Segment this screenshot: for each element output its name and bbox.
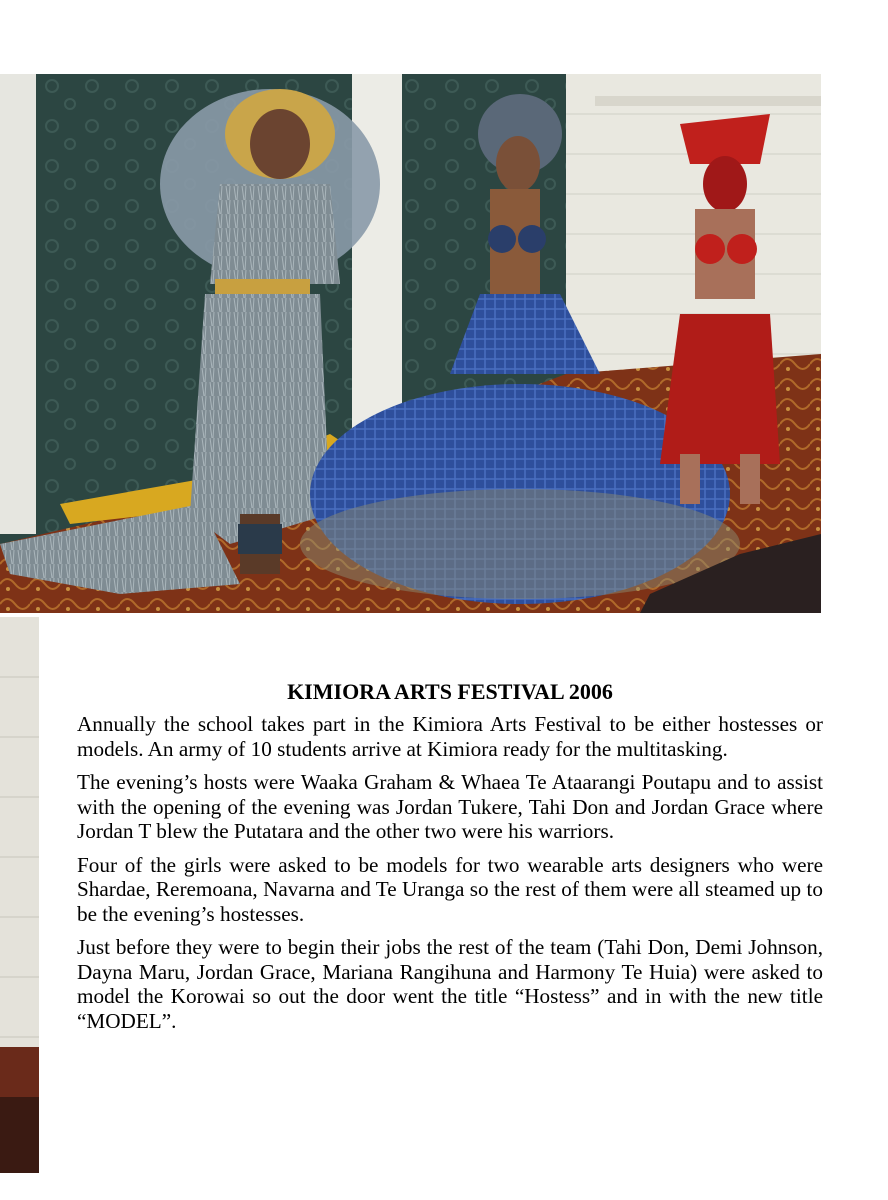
article-title: KIMIORA ARTS FESTIVAL 2006 (287, 679, 613, 704)
article (77, 678, 823, 1042)
article-paragraph: Just before they were to begin their jobs the rest of the team (Tahi Don, Demi Johnson, Dayna Maru, Jordan Grace, Mariana Rangihuna and Harmony Te Huia) were asked to model the Korowai so out the door went the title “Hostess” and in with the new title “MODEL”. (77, 935, 823, 1033)
edge-photo-drawing (0, 617, 39, 1173)
edge-photo-strip (0, 617, 39, 1173)
festival-photo (0, 74, 821, 613)
festival-photo-drawing (0, 74, 821, 613)
article-paragraph: The evening’s hosts were Waaka Graham & Whaea Te Ataarangi Poutapu and to assist with the opening of the evening was Jordan Tukere, Tahi Don and Jordan Grace where Jordan T blew the Putatara and the other two were his warriors. (77, 770, 823, 843)
article-paragraph: Annually the school takes part in the Kimiora Arts Festival to be either hostesses or models. An army of 10 students arrive at Kimiora ready for the multitasking. (77, 712, 823, 761)
article-paragraph: Four of the girls were asked to be models for two wearable arts designers who were Shardae, Reremoana, Navarna and Te Uranga so the rest of them were all steamed up to be the evening’s hostesses. (77, 852, 823, 926)
